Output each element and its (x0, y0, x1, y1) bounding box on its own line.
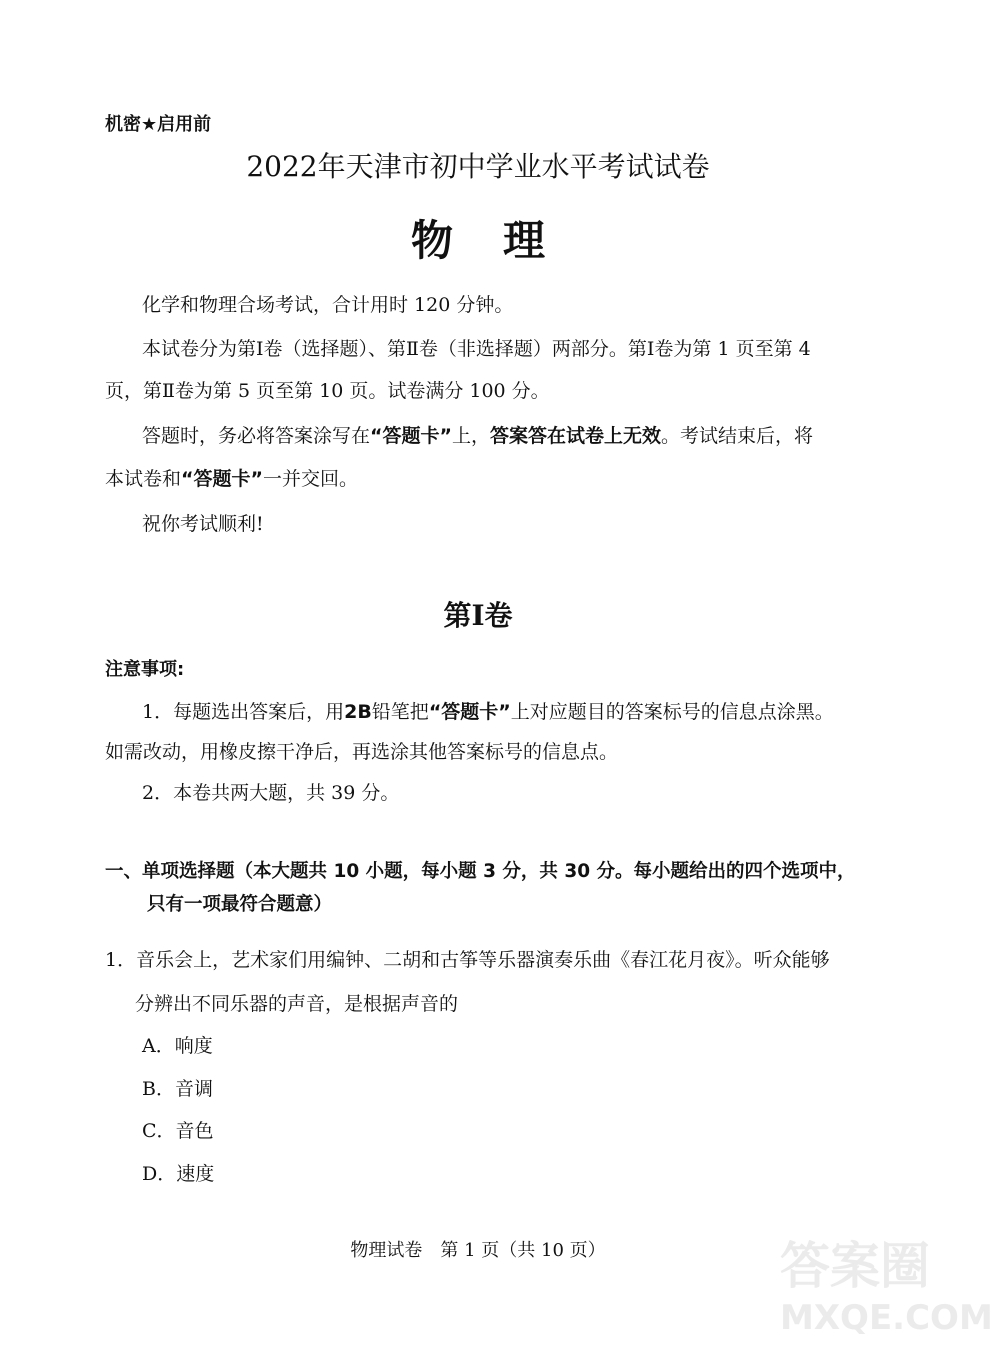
notice-item-2: 2．本卷共两大题，共 39 分。 (142, 782, 400, 804)
section-heading-line-2: 只有一项最符合题意） (147, 894, 333, 915)
answer-card-term: “答题卡” (370, 425, 452, 447)
question-1-line-2: 分辨出不同乐器的声音，是根据声音的 (135, 993, 459, 1015)
good-luck-text: 祝你考试顺利! (142, 513, 264, 535)
intro-paragraph-1: 化学和物理合场考试，合计用时 120 分钟。 (142, 294, 514, 316)
answer-card-term: “答题卡” (181, 468, 263, 490)
text-run: 本试卷和 (105, 468, 182, 490)
confidential-mark: 机密★启用前 (105, 114, 212, 135)
volume-title: 第Ⅰ卷 (443, 599, 513, 632)
watermark-logo (780, 1218, 993, 1343)
intro-paragraph-4 (105, 464, 358, 491)
section-heading-line-1: 一、单项选择题（本大题共 10 小题，每小题 3 分，共 30 分。每小题给出的四个选项中， (105, 861, 856, 882)
question-1-line-1: 1．音乐会上，艺术家们用编钟、二胡和古筝等乐器演奏乐曲《春江花月夜》。听众能够 (105, 949, 830, 971)
text-run: 。考试结束后，将 (661, 425, 814, 447)
option-c: C．音色 (142, 1120, 214, 1142)
intro-paragraph-2-line-1: 本试卷分为第Ⅰ卷（选择题）、第Ⅱ卷（非选择题）两部分。第Ⅰ卷为第 1 页至第 4 (142, 338, 811, 360)
notice-item-1-line-2: 如需改动，用橡皮擦干净后，再选涂其他答案标号的信息点。 (105, 741, 619, 763)
subject-title: 物理 (410, 216, 595, 265)
text-run: 铅笔把 (371, 701, 429, 723)
page-footer: 物理试卷 第 1 页（共 10 页） (350, 1240, 606, 1261)
pencil-grade: 2B (344, 701, 372, 723)
exam-title: 2022年天津市初中学业水平考试试卷 (246, 150, 710, 183)
text-run: 1．每题选出答案后，用 (142, 701, 345, 723)
option-a: A．响度 (142, 1035, 213, 1057)
notice-item-1 (142, 697, 834, 724)
text-run: 上， (452, 425, 491, 447)
text-run: 答题时，务必将答案涂写在 (142, 425, 371, 447)
text-run: 上对应题目的答案标号的信息点涂黑。 (510, 701, 834, 723)
warning-text: 答案答在试卷上无效 (490, 425, 662, 447)
option-d: D．速度 (142, 1163, 215, 1185)
answer-card-term: “答题卡” (428, 701, 511, 723)
intro-paragraph-3 (142, 421, 813, 448)
text-run: 一并交回。 (263, 468, 359, 490)
notice-heading: 注意事项: (105, 659, 185, 680)
option-b: B．音调 (142, 1078, 213, 1100)
watermark-site: MXQE.COM (780, 1298, 993, 1338)
watermark-text: 答案圈 (780, 1237, 930, 1295)
intro-paragraph-2-line-2: 页，第Ⅱ卷为第 5 页至第 10 页。试卷满分 100 分。 (105, 380, 550, 402)
